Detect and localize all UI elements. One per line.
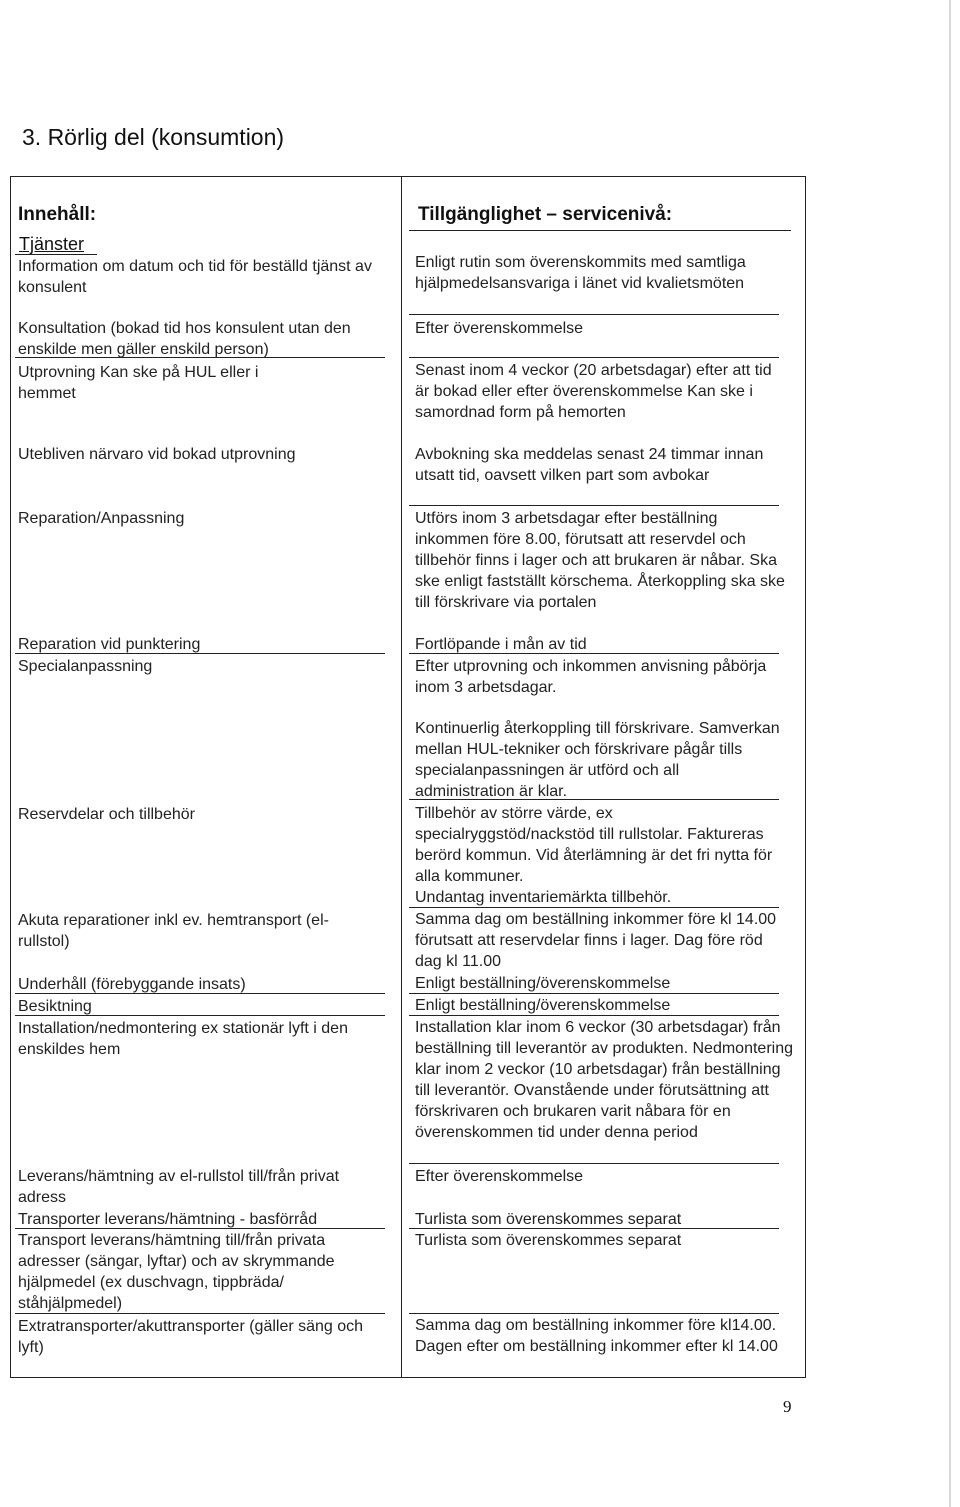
scan-edge	[949, 0, 951, 1507]
services-subheader: Tjänster	[19, 234, 85, 254]
left-cell-underhall: Underhåll (förebyggande insats)	[18, 976, 246, 993]
right-cell-efter-overenskommelse: Efter överenskommelse	[415, 320, 584, 337]
left-cell-extratransporter: Extratransporter/akuttransporter (gäller säng och lyft)	[18, 1318, 364, 1356]
page-number: 9	[783, 1397, 792, 1416]
right-cell-tillbehor: Tillbehör av större värde, ex specialryggstöd/nackstöd till rullstolar. Faktureras berörd kommun. Vid återlämning är det fri nytta för alla kommuner.	[415, 805, 773, 885]
right-cell-turlista-1: Turlista som överenskommes separat	[415, 1211, 682, 1228]
right-cell-enligt-bestallning-1: Enligt beställning/överenskommelse	[415, 975, 671, 992]
row-rule	[409, 505, 779, 506]
right-cell-kontinuerlig: Kontinuerlig återkoppling till förskrivare. Samverkan mellan HUL-tekniker och förskrivare pågår tills specialanpassningen är utförd och all administration är klar.	[415, 720, 780, 800]
left-column-header: Innehåll:	[18, 204, 97, 225]
left-cell-leverans: Leverans/hämtning av el-rullstol till/från privat adress	[18, 1168, 340, 1206]
right-cell-efter-utprovning: Efter utprovning och inkommen anvisning påbörja inom 3 arbetsdagar.	[415, 658, 767, 696]
row-rule	[15, 1313, 385, 1314]
row-rule	[409, 653, 779, 654]
row-rule	[15, 653, 385, 654]
left-cell-punktering: Reparation vid punktering	[18, 636, 201, 653]
left-cell-utebliven: Utebliven närvaro vid bokad utprovning	[18, 446, 296, 463]
right-cell-enligt-bestallning-2: Enligt beställning/överenskommelse	[415, 997, 671, 1014]
left-cell-reparation: Reparation/Anpassning	[18, 510, 185, 527]
column-divider	[401, 176, 402, 1378]
right-cell-installation-klar: Installation klar inom 6 veckor (30 arbetsdagar) från beställning till leverantör av produkten. Nedmontering klar inom 2 veckor (10 arbetsdagar) från beställning till leverantör. Ovanstående under förutsättning att förskrivaren och brukaren varit nåbara för en överenskommen tid under denna period	[415, 1019, 793, 1141]
right-cell-turlista-2: Turlista som överenskommes separat	[415, 1232, 682, 1249]
section-title: 3. Rörlig del (konsumtion)	[22, 124, 285, 150]
left-cell-transport-privata: Transport leverans/hämtning till/från privata adresser (sängar, lyftar) och av skrymmande hjälpmedel (ex duschvagn, tippbräda/ ståhjälpmedel)	[18, 1232, 335, 1312]
left-cell-specialanpassning: Specialanpassning	[18, 658, 153, 675]
row-rule	[409, 314, 779, 315]
right-cell-extratransport: Samma dag om beställning inkommer före kl14.00. Dagen efter om beställning inkommer efter kl 14.00	[415, 1317, 778, 1355]
row-rule	[409, 1015, 779, 1016]
row-rule	[409, 799, 779, 800]
right-cell-senast-4-veckor: Senast inom 4 veckor (20 arbetsdagar) efter att tid är bokad eller efter överenskommelse Kan ske i samordnad form på hemorten	[415, 362, 772, 421]
right-cell-leverans-overenskommelse: Efter överenskommelse	[415, 1168, 584, 1185]
right-cell-utfors: Utförs inom 3 arbetsdagar efter beställning inkommen före 8.00, förutsatt att reservdel och tillbehör finns i lager och att brukaren är nåbar. Ska ske enligt fastställt körschema. Återkoppling ska ske till förskrivare via portalen	[415, 510, 785, 611]
right-column-header: Tillgänglighet – servicenivå:	[418, 204, 673, 225]
row-rule	[15, 1015, 385, 1016]
left-cell-information: Information om datum och tid för beställd tjänst av konsulent	[18, 258, 372, 296]
left-cell-reservdelar: Reservdelar och tillbehör	[18, 806, 195, 823]
header-rule	[409, 230, 791, 231]
right-cell-undantag: Undantag inventariemärkta tillbehör.	[415, 889, 672, 906]
row-rule	[409, 1163, 779, 1164]
left-cell-installation: Installation/nedmontering ex stationär lyft i den enskildes hem	[18, 1020, 348, 1058]
right-cell-fortlopande: Fortlöpande i mån av tid	[415, 636, 587, 653]
left-cell-transporter: Transporter leverans/hämtning - basförråd	[18, 1211, 318, 1228]
row-rule	[15, 1228, 385, 1229]
right-cell-samma-dag: Samma dag om beställning inkommer före kl 14.00 förutsatt att reservdelar finns i lager. Dag före röd dag kl 11.00	[415, 911, 777, 970]
left-cell-utprovning: Utprovning Kan ske på HUL eller i hemmet	[18, 364, 259, 402]
left-cell-konsultation: Konsultation (bokad tid hos konsulent utan den enskilde men gäller enskild person)	[18, 320, 351, 358]
right-cell-avbokning: Avbokning ska meddelas senast 24 timmar innan utsatt tid, oavsett vilken part som avbokar	[415, 446, 764, 484]
row-rule	[409, 907, 779, 908]
row-rule	[15, 993, 385, 994]
row-rule	[409, 1313, 779, 1314]
row-rule	[409, 1228, 779, 1229]
right-cell-enligt-rutin: Enligt rutin som överenskommits med samtliga hjälpmedelsansvariga i länet vid kvalietsmöten	[415, 254, 746, 292]
left-cell-akuta: Akuta reparationer inkl ev. hemtransport (el-rullstol)	[18, 912, 329, 950]
row-rule	[409, 993, 779, 994]
row-rule	[15, 357, 385, 358]
left-cell-besiktning: Besiktning	[18, 998, 92, 1015]
row-rule	[409, 357, 779, 358]
subheader-underline	[15, 254, 97, 255]
